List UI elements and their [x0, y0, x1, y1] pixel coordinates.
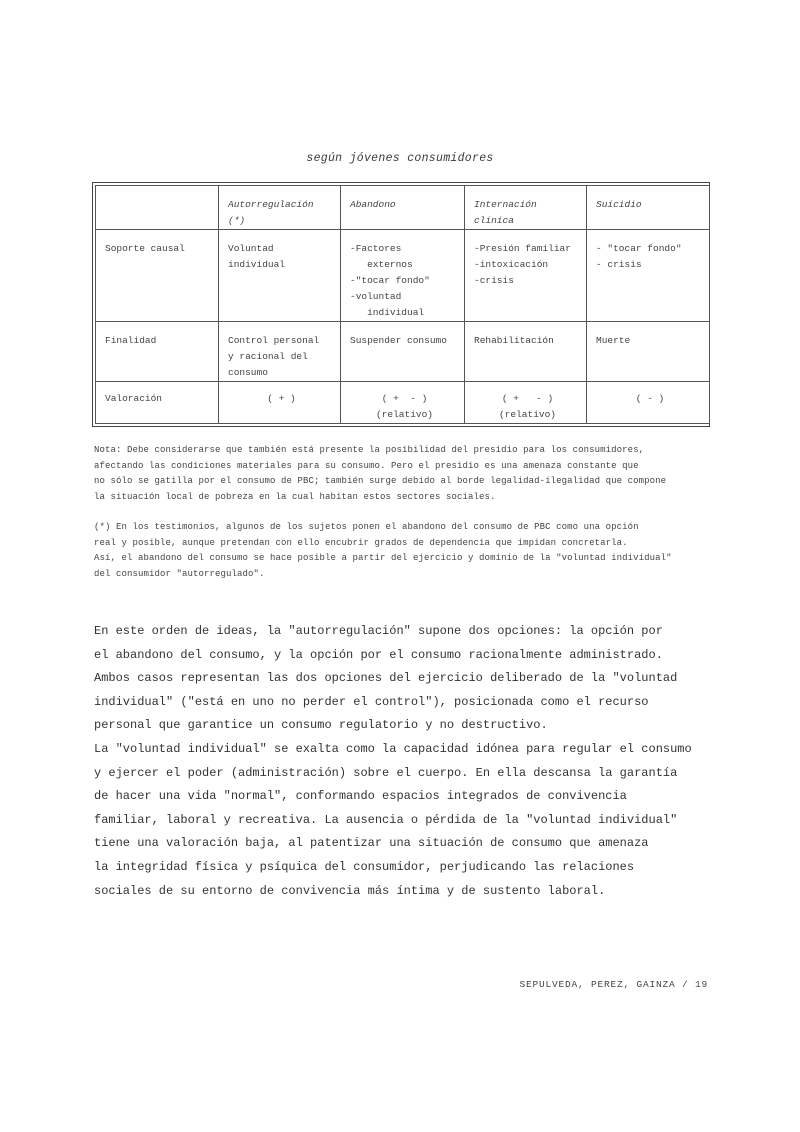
- header-cell-abandono: Abandono: [341, 186, 465, 230]
- note-line: la situación local de pobreza en la cual habitan estos sectores sociales.: [94, 491, 496, 502]
- body-line: En este orden de ideas, la "autorregulación" supone dos opciones: la opción por: [94, 624, 663, 638]
- header-cell-autorregulacion: Autorregulación (*): [219, 186, 341, 230]
- table-cell: ( + - ) (relativo): [465, 382, 587, 424]
- row-label: Finalidad: [96, 322, 219, 382]
- body-line: Ambos casos representan las dos opciones del ejercicio deliberado de la "voluntad: [94, 671, 678, 686]
- page-footer: SEPULVEDA, PEREZ, GAINZA / 19: [519, 979, 708, 990]
- note-line: Nota: Debe considerarse que también está presente la posibilidad del presidio para los consumidores,: [94, 445, 645, 455]
- body-line: sociales de su entorno de convivencia más íntima y de sustento laboral.: [94, 883, 606, 898]
- table-row: [96, 322, 710, 382]
- body-line: personal que garantice un consumo regulatorio y no destructivo.: [94, 718, 548, 733]
- table-cell: Suspender consumo: [341, 322, 465, 382]
- note-line: afectando las condiciones materiales para su consumo. Pero el presidio es una amenaza constante que: [94, 460, 639, 471]
- table-cell: ( + ): [219, 382, 341, 424]
- table-cell: -Presión familiar -intoxicación -crisis: [465, 230, 587, 322]
- table-cell: Voluntad individual: [219, 230, 341, 322]
- table-cell: Control personal y racional del consumo: [219, 322, 341, 382]
- table-cell: - "tocar fondo" - crisis: [587, 230, 710, 322]
- table-cell: ( - ): [587, 382, 710, 424]
- table-cell: Muerte: [587, 322, 710, 382]
- body-line: La "voluntad individual" se exalta como la capacidad idónea para regular el consumo: [94, 741, 692, 756]
- note-line: real y posible, aunque pretendan con ello encubrir grados de dependencia que impidan concretarla.: [94, 537, 628, 548]
- table-caption: según jóvenes consumidores: [306, 152, 494, 165]
- body-paragraph: [94, 620, 714, 903]
- header-cell-internacion: Internación clínica: [465, 186, 587, 230]
- header-cell-empty: [96, 186, 219, 230]
- note-line: Así, el abandono del consumo se hace posible a partir del ejercicio y dominio de la "voluntad individual": [94, 553, 672, 563]
- body-line: individual" ("está en uno no perder el control"), posicionada como el recurso: [94, 694, 649, 709]
- table-cell: Rehabilitación: [465, 322, 587, 382]
- note-line: (*) En los testimonios, algunos de los sujetos ponen el abandono del consumo de PBC como una opción: [94, 522, 639, 532]
- row-label: Valoración: [96, 382, 219, 424]
- comparison-table: [92, 182, 710, 427]
- table-cell: -Factores externos -"tocar fondo" -voluntad individual: [341, 230, 465, 322]
- row-label: Soporte causal: [96, 230, 219, 322]
- body-line: el abandono del consumo, y la opción por el consumo racionalmente administrado.: [94, 647, 663, 662]
- note-line: no sólo se gatilla por el consumo de PBC; también surge debido al borde legalidad-ilegalidad que compone: [94, 476, 667, 486]
- table-note: [94, 443, 714, 505]
- body-line: de hacer una vida "normal", conformando espacios integrados de convivencia: [94, 789, 627, 804]
- table-cell: ( + - ) (relativo): [341, 382, 465, 424]
- table-row: [96, 230, 710, 322]
- body-line: la integridad física y psíquica del consumidor, perjudicando las relaciones: [94, 859, 635, 874]
- header-cell-suicidio: Suicidio: [587, 186, 710, 230]
- body-line: familiar, laboral y recreativa. La ausencia o pérdida de la "voluntad individual": [94, 812, 678, 827]
- body-line: tiene una valoración baja, al patentizar una situación de consumo que amenaza: [94, 836, 649, 851]
- body-line: y ejercer el poder (administración) sobre el cuerpo. En ella descansa la garantía: [94, 765, 678, 780]
- note-line: del consumidor "autorregulado".: [94, 568, 265, 579]
- table-row: [96, 382, 710, 424]
- table-header-row: [96, 186, 710, 230]
- footnote: [94, 520, 714, 582]
